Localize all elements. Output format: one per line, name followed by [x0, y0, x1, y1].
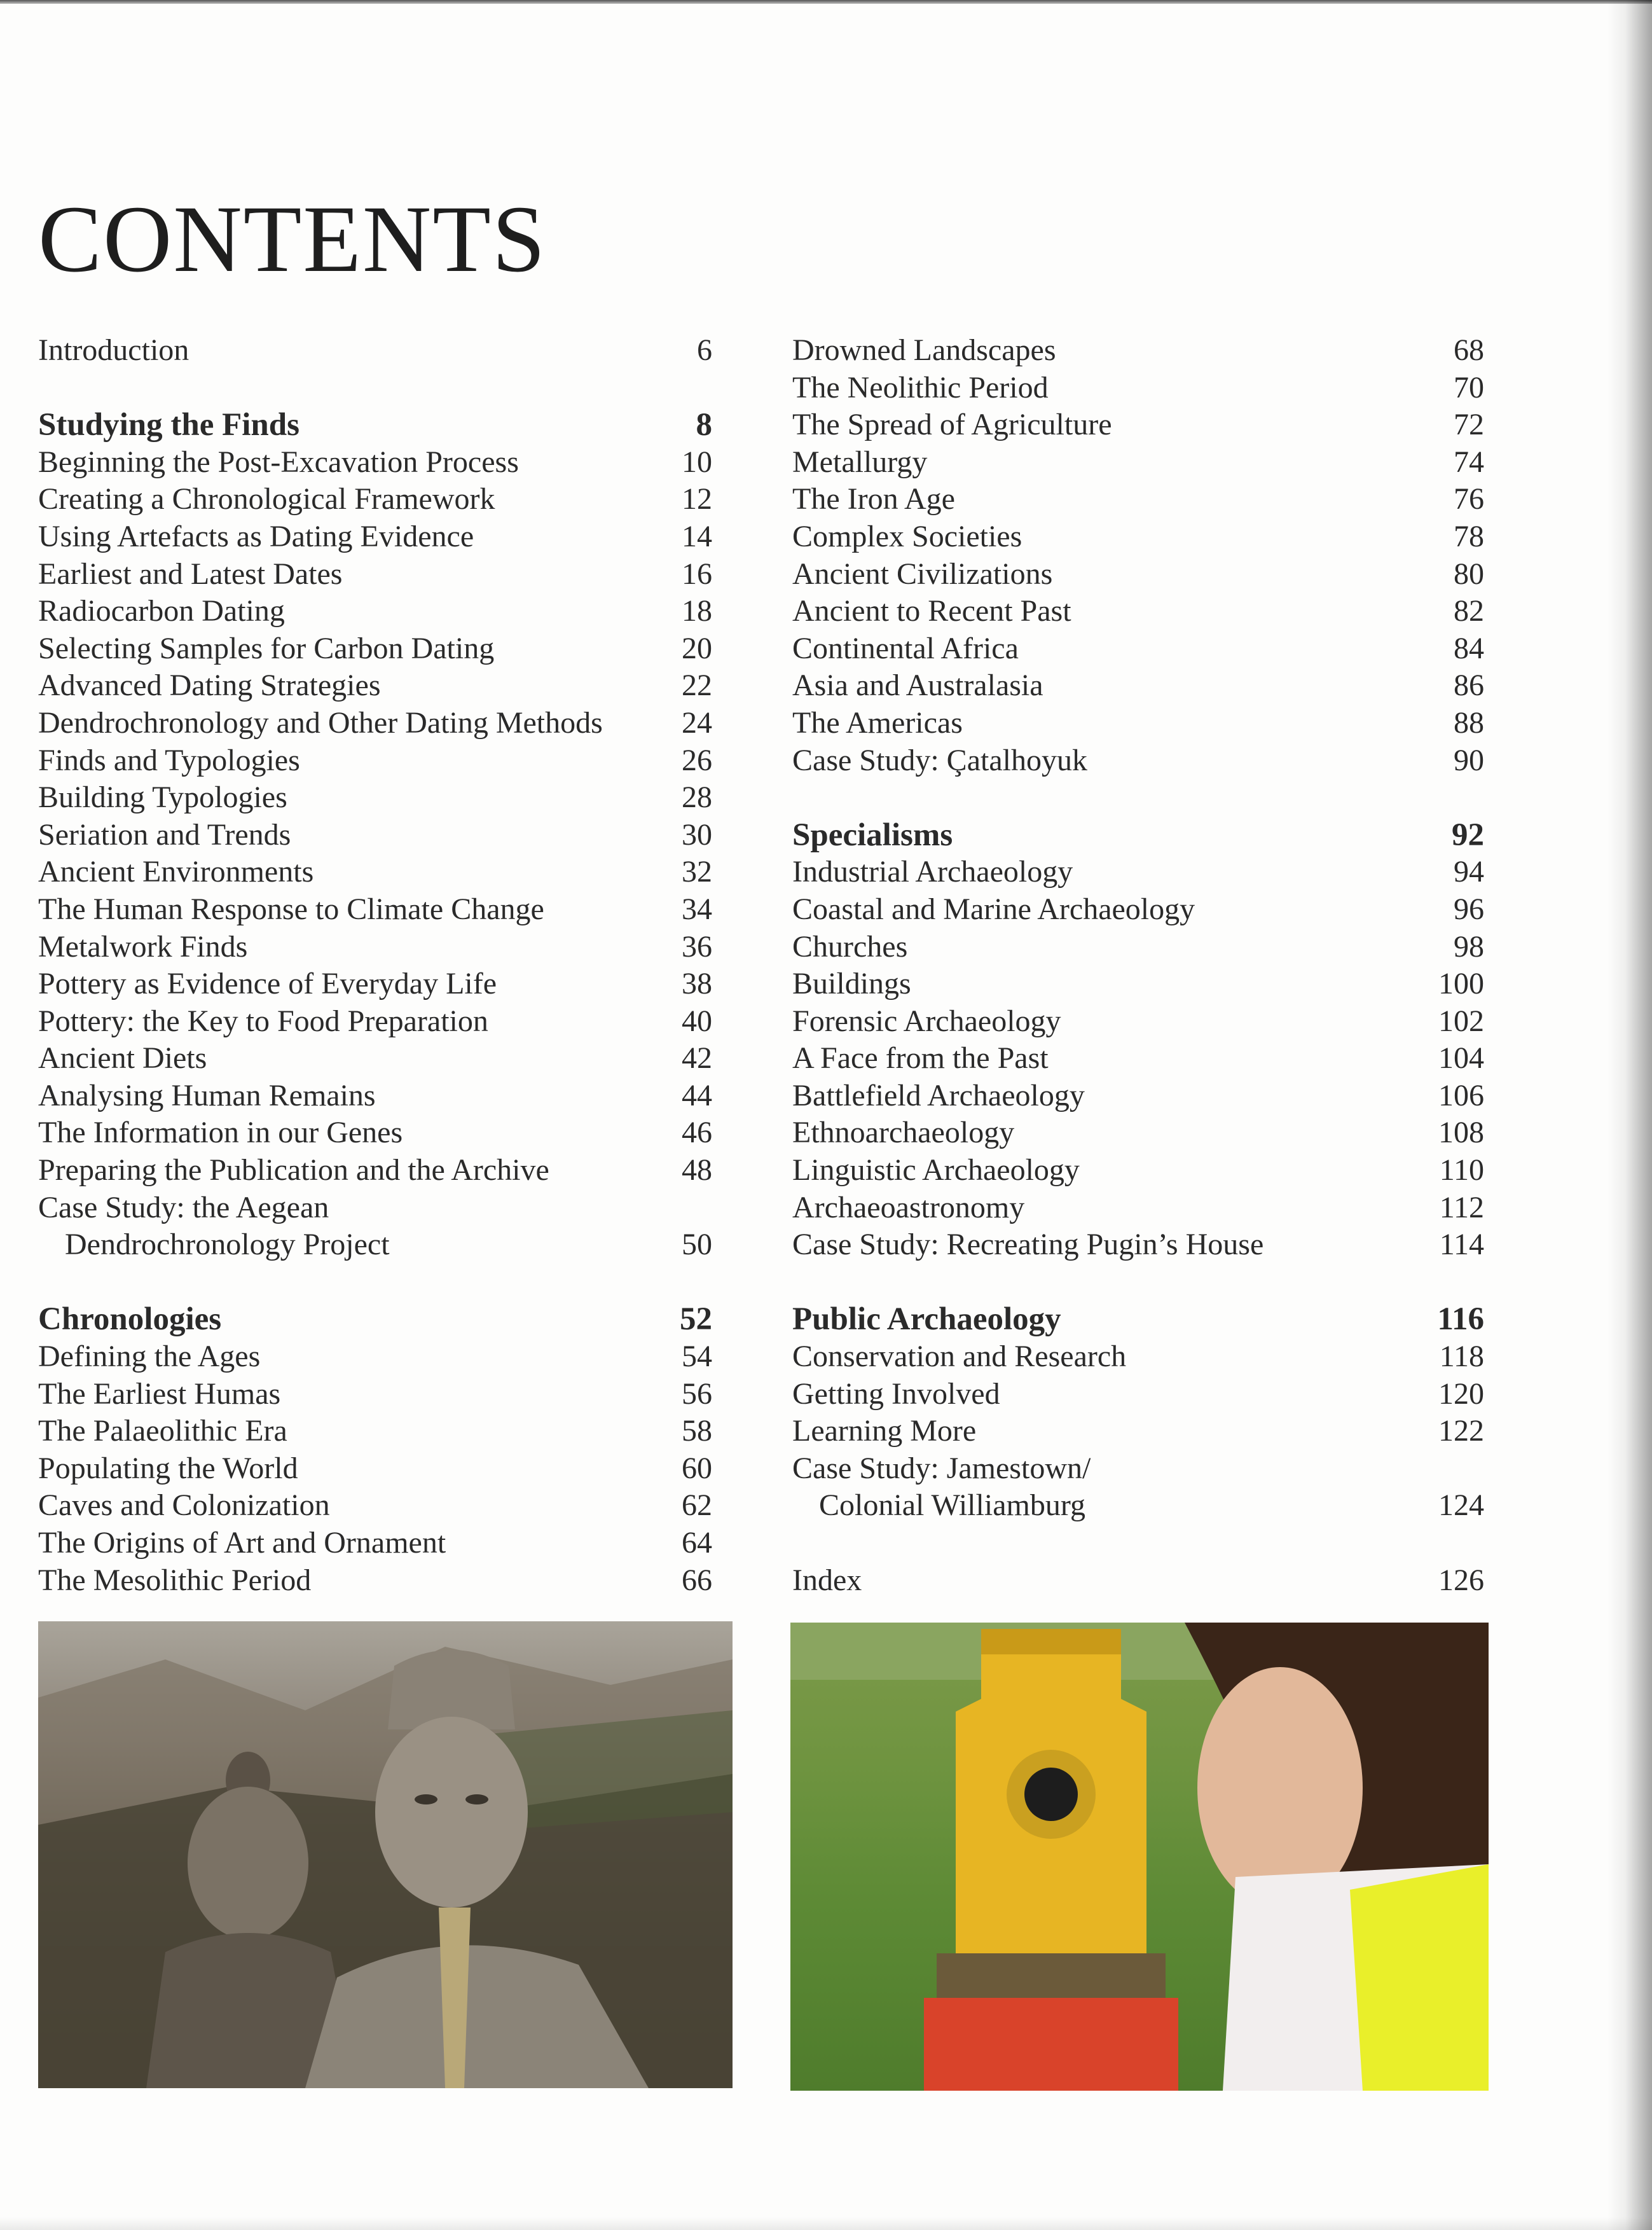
toc-page-number: 98: [1454, 929, 1484, 964]
toc-page-number: 70: [1454, 370, 1484, 405]
toc-section-heading: [792, 1301, 1484, 1338]
toc-page-number: 64: [682, 1526, 712, 1560]
toc-entry: [38, 1003, 712, 1041]
toc-page-number: 88: [1454, 705, 1484, 740]
toc-page-number: 66: [682, 1563, 712, 1597]
toc-page-number: 120: [1438, 1376, 1484, 1411]
toc-page-number: 110: [1439, 1153, 1484, 1188]
toc-entry-title: Colonial Williamburg: [819, 1488, 1085, 1523]
toc-entry-title: Public Archaeology: [792, 1301, 1061, 1338]
toc-entry: [38, 742, 712, 780]
toc-entry: [792, 966, 1484, 1003]
toc-page-number: 42: [682, 1041, 712, 1076]
toc-entry-title: Pottery: the Key to Food Preparation: [38, 1004, 488, 1038]
toc-page-number: 30: [682, 817, 712, 852]
toc-entry-title: The Mesolithic Period: [38, 1563, 312, 1597]
toc-page-number: 40: [682, 1004, 712, 1038]
toc-entry-title: The Spread of Agriculture: [792, 408, 1112, 442]
toc-page-number: 20: [682, 631, 712, 665]
toc-page-number: 48: [682, 1153, 712, 1188]
page-bottom-edge: [0, 2217, 1652, 2230]
toc-entry-title: Index: [792, 1563, 862, 1597]
page-top-edge: [0, 0, 1652, 4]
toc-entry: [38, 518, 712, 556]
toc-entry: [792, 1487, 1484, 1525]
toc-entry: [38, 556, 712, 593]
toc-entry-title: Metalwork Finds: [38, 929, 248, 964]
toc-entry: [792, 1226, 1484, 1264]
toc-entry: [792, 705, 1484, 742]
toc-entry: [792, 630, 1484, 668]
toc-page-number: 92: [1452, 817, 1484, 853]
toc-entry-title: Dendrochronology and Other Dating Methods: [38, 705, 603, 740]
toc-page-number: 52: [680, 1301, 712, 1338]
toc-entry: [38, 891, 712, 929]
toc-entry-title: Buildings: [792, 967, 911, 1001]
toc-page-number: 24: [682, 705, 712, 740]
toc-page-number: 94: [1454, 855, 1484, 889]
toc-entry: [38, 1525, 712, 1562]
toc-entry-title: The Earliest Humas: [38, 1376, 281, 1411]
toc-entry-title: Ethnoarchaeology: [792, 1116, 1015, 1150]
toc-page-number: 96: [1454, 892, 1484, 926]
toc-page-number: 82: [1454, 594, 1484, 628]
toc-entry-title: Continental Africa: [792, 631, 1019, 665]
toc-spacer: [38, 1264, 712, 1301]
toc-entry-title: Linguistic Archaeology: [792, 1153, 1080, 1188]
toc-entry: [38, 966, 712, 1003]
toc-entry: [38, 1077, 712, 1115]
toc-page-number: 32: [682, 855, 712, 889]
toc-entry: [38, 1226, 712, 1264]
toc-entry: [38, 593, 712, 630]
toc-entry: [38, 705, 712, 742]
toc-page-number: 34: [682, 892, 712, 926]
toc-entry-title: Seriation and Trends: [38, 817, 291, 852]
toc-entry: [38, 444, 712, 481]
toc-entry: [792, 1152, 1484, 1189]
toc-entry: [792, 1562, 1484, 1600]
toc-page-number: 122: [1438, 1414, 1484, 1448]
toc-entry: [38, 1189, 712, 1227]
toc-entry-title: Chronologies: [38, 1301, 222, 1338]
toc-entry-title: Earliest and Latest Dates: [38, 557, 343, 591]
toc-entry-title: Complex Societies: [792, 519, 1022, 553]
toc-page-number: 16: [682, 557, 712, 591]
toc-entry-title: Radiocarbon Dating: [38, 594, 285, 628]
toc-entry-title: Creating a Chronological Framework: [38, 482, 495, 516]
toc-entry: [38, 817, 712, 854]
toc-page-number: 44: [682, 1078, 712, 1112]
toc-entry-title: Selecting Samples for Carbon Dating: [38, 631, 495, 665]
toc-entry: [792, 332, 1484, 370]
toc-entry: [38, 929, 712, 966]
toc-entry: [792, 854, 1484, 891]
toc-entry-title: The Neolithic Period: [792, 370, 1049, 405]
toc-entry-title: Ancient Civilizations: [792, 557, 1053, 591]
toc-page-number: 100: [1438, 967, 1484, 1001]
toc-left-column: [38, 332, 712, 1599]
toc-entry: [38, 1040, 712, 1077]
terracotta-warriors-photo: [38, 1621, 733, 2088]
toc-entry-title: A Face from the Past: [792, 1041, 1049, 1076]
toc-entry: [38, 854, 712, 891]
toc-page-number: 38: [682, 967, 712, 1001]
toc-entry: [38, 332, 712, 370]
toc-entry: [792, 1338, 1484, 1376]
toc-entry-title: Battlefield Archaeology: [792, 1078, 1085, 1112]
toc-entry-title: Introduction: [38, 333, 189, 367]
toc-entry: [38, 779, 712, 817]
toc-page-number: 116: [1437, 1301, 1484, 1338]
toc-entry-title: Dendrochronology Project: [65, 1228, 390, 1262]
toc-spacer: [792, 1264, 1484, 1301]
toc-page-number: 114: [1439, 1228, 1484, 1262]
toc-entry: [792, 1040, 1484, 1077]
toc-page-number: 118: [1439, 1340, 1484, 1374]
toc-entry-title: Case Study: Recreating Pugin’s House: [792, 1228, 1264, 1262]
toc-spacer: [38, 370, 712, 407]
toc-entry: [792, 481, 1484, 518]
toc-entry: [792, 444, 1484, 481]
toc-entry-title: Defining the Ages: [38, 1340, 261, 1374]
toc-page-number: 18: [682, 594, 712, 628]
toc-entry-title: The Information in our Genes: [38, 1116, 403, 1150]
toc-entry-title: The Americas: [792, 705, 963, 740]
toc-entry: [792, 891, 1484, 929]
toc-page-number: 10: [682, 445, 712, 479]
toc-entry-title: Archaeoastronomy: [792, 1190, 1025, 1224]
toc-entry-title: Conservation and Research: [792, 1340, 1127, 1374]
toc-entry: [792, 1189, 1484, 1227]
toc-right-column: [792, 332, 1484, 1599]
toc-page-number: 84: [1454, 631, 1484, 665]
toc-page-number: 58: [682, 1414, 712, 1448]
toc-entry-title: The Human Response to Climate Change: [38, 892, 544, 926]
toc-page-number: 6: [697, 333, 712, 367]
toc-entry-title: Studying the Finds: [38, 407, 299, 443]
toc-entry-title: Ancient Diets: [38, 1041, 207, 1076]
toc-page-number: 124: [1438, 1488, 1484, 1523]
toc-entry: [792, 406, 1484, 444]
toc-entry: [792, 593, 1484, 630]
toc-page-number: 74: [1454, 445, 1484, 479]
toc-entry: [792, 742, 1484, 780]
toc-entry-title: Churches: [792, 929, 908, 964]
toc-entry: [38, 667, 712, 705]
toc-page-number: 76: [1454, 482, 1484, 516]
toc-page-number: 80: [1454, 557, 1484, 591]
toc-entry-title: Case Study: Jamestown/: [792, 1451, 1091, 1485]
toc-page-number: 78: [1454, 519, 1484, 553]
toc-entry: [792, 1376, 1484, 1413]
toc-entry: [38, 1114, 712, 1152]
toc-page-number: 108: [1438, 1116, 1484, 1150]
toc-section-heading: [38, 1301, 712, 1338]
toc-spacer: [792, 1525, 1484, 1562]
toc-page-number: 72: [1454, 408, 1484, 442]
toc-entry: [792, 370, 1484, 407]
toc-page-number: 102: [1438, 1004, 1484, 1038]
toc-page-number: 86: [1454, 668, 1484, 703]
toc-entry: [38, 1152, 712, 1189]
toc-entry: [38, 1376, 712, 1413]
toc-entry-title: Coastal and Marine Archaeology: [792, 892, 1195, 926]
toc-page-number: 104: [1438, 1041, 1484, 1076]
toc-entry: [792, 1114, 1484, 1152]
toc-entry-title: Industrial Archaeology: [792, 855, 1073, 889]
toc-page-number: 50: [682, 1228, 712, 1262]
toc-entry: [792, 929, 1484, 966]
toc-entry: [792, 1413, 1484, 1450]
toc-page-number: 26: [682, 743, 712, 777]
toc-section-heading: [38, 406, 712, 444]
toc-page-number: 60: [682, 1451, 712, 1485]
toc-page-number: 90: [1454, 743, 1484, 777]
toc-entry-title: Ancient Environments: [38, 855, 314, 889]
toc-entry: [792, 667, 1484, 705]
toc-entry: [38, 1562, 712, 1600]
toc-entry: [792, 556, 1484, 593]
toc-entry: [38, 481, 712, 518]
toc-page-number: 112: [1439, 1190, 1484, 1224]
toc-entry-title: Pottery as Evidence of Everyday Life: [38, 967, 497, 1001]
toc-entry-title: Finds and Typologies: [38, 743, 300, 777]
toc-entry-title: Case Study: Çatalhoyuk: [792, 743, 1087, 777]
toc-entry: [792, 1003, 1484, 1041]
toc-entry-title: The Palaeolithic Era: [38, 1414, 287, 1448]
toc-entry-title: Beginning the Post-Excavation Process: [38, 445, 519, 479]
toc-entry-title: Getting Involved: [792, 1376, 1000, 1411]
toc-entry-title: Ancient to Recent Past: [792, 594, 1071, 628]
toc-entry: [38, 1450, 712, 1488]
toc-entry-title: Specialisms: [792, 817, 953, 853]
toc-entry-title: Asia and Australasia: [792, 668, 1043, 703]
toc-entry-title: Preparing the Publication and the Archive: [38, 1153, 549, 1188]
toc-entry-title: Caves and Colonization: [38, 1488, 330, 1523]
toc-page-number: 36: [682, 929, 712, 964]
toc-entry-title: Forensic Archaeology: [792, 1004, 1061, 1038]
toc-page-number: 14: [682, 519, 712, 553]
toc-page-number: 126: [1438, 1563, 1484, 1597]
toc-entry: [792, 1077, 1484, 1115]
toc-entry: [38, 1487, 712, 1525]
toc-page-number: 68: [1454, 333, 1484, 367]
toc-entry-title: Learning More: [792, 1414, 977, 1448]
toc-entry-title: The Origins of Art and Ornament: [38, 1526, 446, 1560]
toc-entry-title: Case Study: the Aegean: [38, 1190, 329, 1224]
toc-entry-title: Populating the World: [38, 1451, 298, 1485]
toc-entry: [38, 1413, 712, 1450]
toc-entry-title: Building Typologies: [38, 780, 287, 815]
toc-page-number: 62: [682, 1488, 712, 1523]
toc-page-number: 46: [682, 1116, 712, 1150]
toc-page-number: 28: [682, 780, 712, 815]
toc-spacer: [792, 779, 1484, 817]
toc-page-number: 106: [1438, 1078, 1484, 1112]
surveyor-with-total-station-photo: [790, 1623, 1489, 2091]
toc-page-number: 12: [682, 482, 712, 516]
page-title: CONTENTS: [38, 186, 547, 292]
toc-page-number: 8: [696, 407, 712, 443]
toc-entry-title: Analysing Human Remains: [38, 1078, 376, 1112]
toc-entry-title: Metallurgy: [792, 445, 928, 479]
toc-entry: [38, 630, 712, 668]
toc-entry-title: Using Artefacts as Dating Evidence: [38, 519, 474, 553]
toc-entry: [792, 1450, 1484, 1488]
toc-page-number: 22: [682, 668, 712, 703]
toc-entry-title: The Iron Age: [792, 482, 955, 516]
toc-entry-title: Advanced Dating Strategies: [38, 668, 381, 703]
toc-entry: [792, 518, 1484, 556]
page-edge-shadow: [1607, 0, 1652, 2230]
toc-entry: [38, 1338, 712, 1376]
toc-page-number: 54: [682, 1340, 712, 1374]
toc-page-number: 56: [682, 1376, 712, 1411]
toc-section-heading: [792, 817, 1484, 854]
toc-entry-title: Drowned Landscapes: [792, 333, 1056, 367]
